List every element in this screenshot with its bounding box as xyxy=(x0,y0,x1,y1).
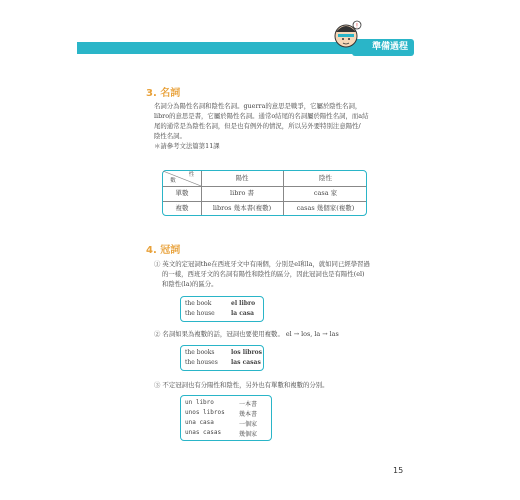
example-es: el libro xyxy=(231,300,256,307)
example-en: the books xyxy=(185,349,215,356)
example-zh: 一本書 xyxy=(239,401,258,408)
chapter-badge: 準備過程 xyxy=(352,39,414,56)
example-zh: 幾個家 xyxy=(239,431,258,438)
header-gender: 性 xyxy=(188,172,195,178)
article-p1-line-1: ① 英文的定冠詞the在西班牙文中有兩個，分別是el和la，就如同已經學習過 xyxy=(154,260,370,268)
example-es: un libro xyxy=(185,399,214,406)
noun-line-3: 尾的通常是為陰性名詞，但是也有例外的情況，所以另外要特別注意陽性/ xyxy=(154,122,361,130)
example-es: los libros xyxy=(231,349,263,356)
noun-line-4: 陰性名詞。 xyxy=(154,132,186,140)
plural-article-box xyxy=(180,345,264,371)
row-plural-label: 複數 xyxy=(175,204,189,212)
section-title-noun: 3. 名詞 xyxy=(146,88,181,99)
plural-feminine: casas 幾個家(複數) xyxy=(296,204,355,212)
plural-masculine: libros 幾本書(複數) xyxy=(212,204,272,212)
header-feminine: 陰性 xyxy=(319,174,332,182)
example-es: las casas xyxy=(231,359,261,366)
indefinite-article-box xyxy=(180,395,272,441)
example-zh: 幾本書 xyxy=(239,411,258,418)
example-en: the house xyxy=(185,310,215,317)
definite-article-box xyxy=(180,296,264,322)
example-en: the houses xyxy=(185,359,218,366)
singular-masculine: libro 書 xyxy=(230,189,254,197)
mascot-icon xyxy=(330,18,362,50)
noun-note: ＊請參考文法篇第11課 xyxy=(154,142,220,150)
noun-gender-table xyxy=(162,170,367,216)
example-zh: 一個家 xyxy=(239,421,258,428)
svg-text:!: ! xyxy=(355,22,359,30)
example-es: una casa xyxy=(185,419,214,426)
header-masculine: 陽性 xyxy=(235,174,249,182)
noun-line-1: 名詞分為陽性名詞和陰性名詞。guerra的意思是戰爭，它屬於陰性名詞， xyxy=(154,102,362,110)
article-p1-line-2: 的一樣，西班牙文的名詞有陽性和陰性的區分，因此冠詞也是有陽性(el) xyxy=(162,270,365,278)
noun-line-2: libro的意思是書，它屬於陽性名詞。通常o結尾的名詞屬於陽性名詞，而a結 xyxy=(154,112,369,120)
article-p1-line-3: 和陰性(la)的區分。 xyxy=(162,280,218,288)
example-en: the book xyxy=(185,300,212,307)
header-number: 數 xyxy=(170,178,176,184)
section-title-article: 4. 冠詞 xyxy=(146,245,181,256)
example-es: unos libros xyxy=(185,409,225,416)
article-p2: ② 名詞如果為複數的話，冠詞也要使用複數。 el → los, la → las xyxy=(154,330,339,338)
row-singular-label: 單數 xyxy=(175,189,189,197)
singular-feminine: casa 家 xyxy=(313,189,338,197)
example-es: unas casas xyxy=(185,429,222,436)
article-p3: ③ 不定冠詞也有分陽性和陰性，另外也有單數和複數的分別。 xyxy=(154,381,329,389)
example-es: la casa xyxy=(231,310,255,317)
page-number: 15 xyxy=(393,466,404,475)
